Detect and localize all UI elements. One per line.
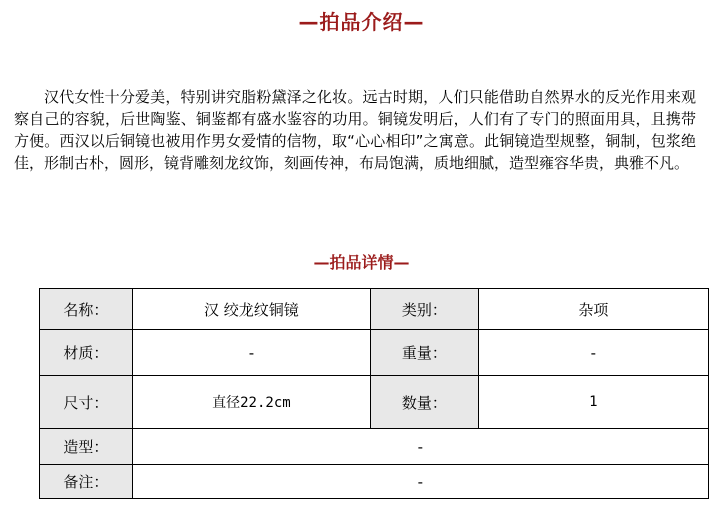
table-row	[40, 289, 709, 330]
size-label: 尺寸：	[40, 376, 133, 429]
remarks-label: 备注：	[40, 465, 133, 499]
table-row	[40, 465, 709, 499]
weight-value: -	[478, 330, 708, 376]
name-label: 名称：	[40, 289, 133, 330]
size-value: 直径22.2cm	[132, 376, 370, 429]
details-title: —拍品详情—	[313, 253, 410, 272]
quantity-label: 数量：	[371, 376, 479, 429]
category-value: 杂项	[478, 289, 708, 330]
weight-label: 重量：	[371, 330, 479, 376]
shape-value: -	[132, 429, 708, 465]
details-table	[39, 288, 709, 499]
table-row	[40, 330, 709, 376]
section-title: —拍品介绍—	[298, 10, 425, 34]
shape-label: 造型：	[40, 429, 133, 465]
material-label: 材质：	[40, 330, 133, 376]
category-label: 类别：	[371, 289, 479, 330]
intro-paragraph: 汉代女性十分爱美，特别讲究脂粉黛泽之化妆。远古时期，人们只能借助自然界水的反光作用来观察自己的容貌，后世陶鉴、铜鉴都有盛水鉴容的功用。铜镜发明后，人们有了专门的照面用具，且携带方便。西汉以后铜镜也被用作男女爱情的信物，取“心心相印”之寓意。此铜镜造型规整，铜制，包浆绝佳，形制古朴，圆形，镜背雕刻龙纹饰，刻画传神，布局饱满，质地细腻，造型雍容华贵，典雅不凡。	[14, 88, 696, 172]
name-value: 汉 绞龙纹铜镜	[132, 289, 370, 330]
table-row	[40, 376, 709, 429]
remarks-value: -	[132, 465, 708, 499]
table-row	[40, 429, 709, 465]
quantity-value: 1	[478, 376, 708, 429]
material-value: -	[132, 330, 370, 376]
